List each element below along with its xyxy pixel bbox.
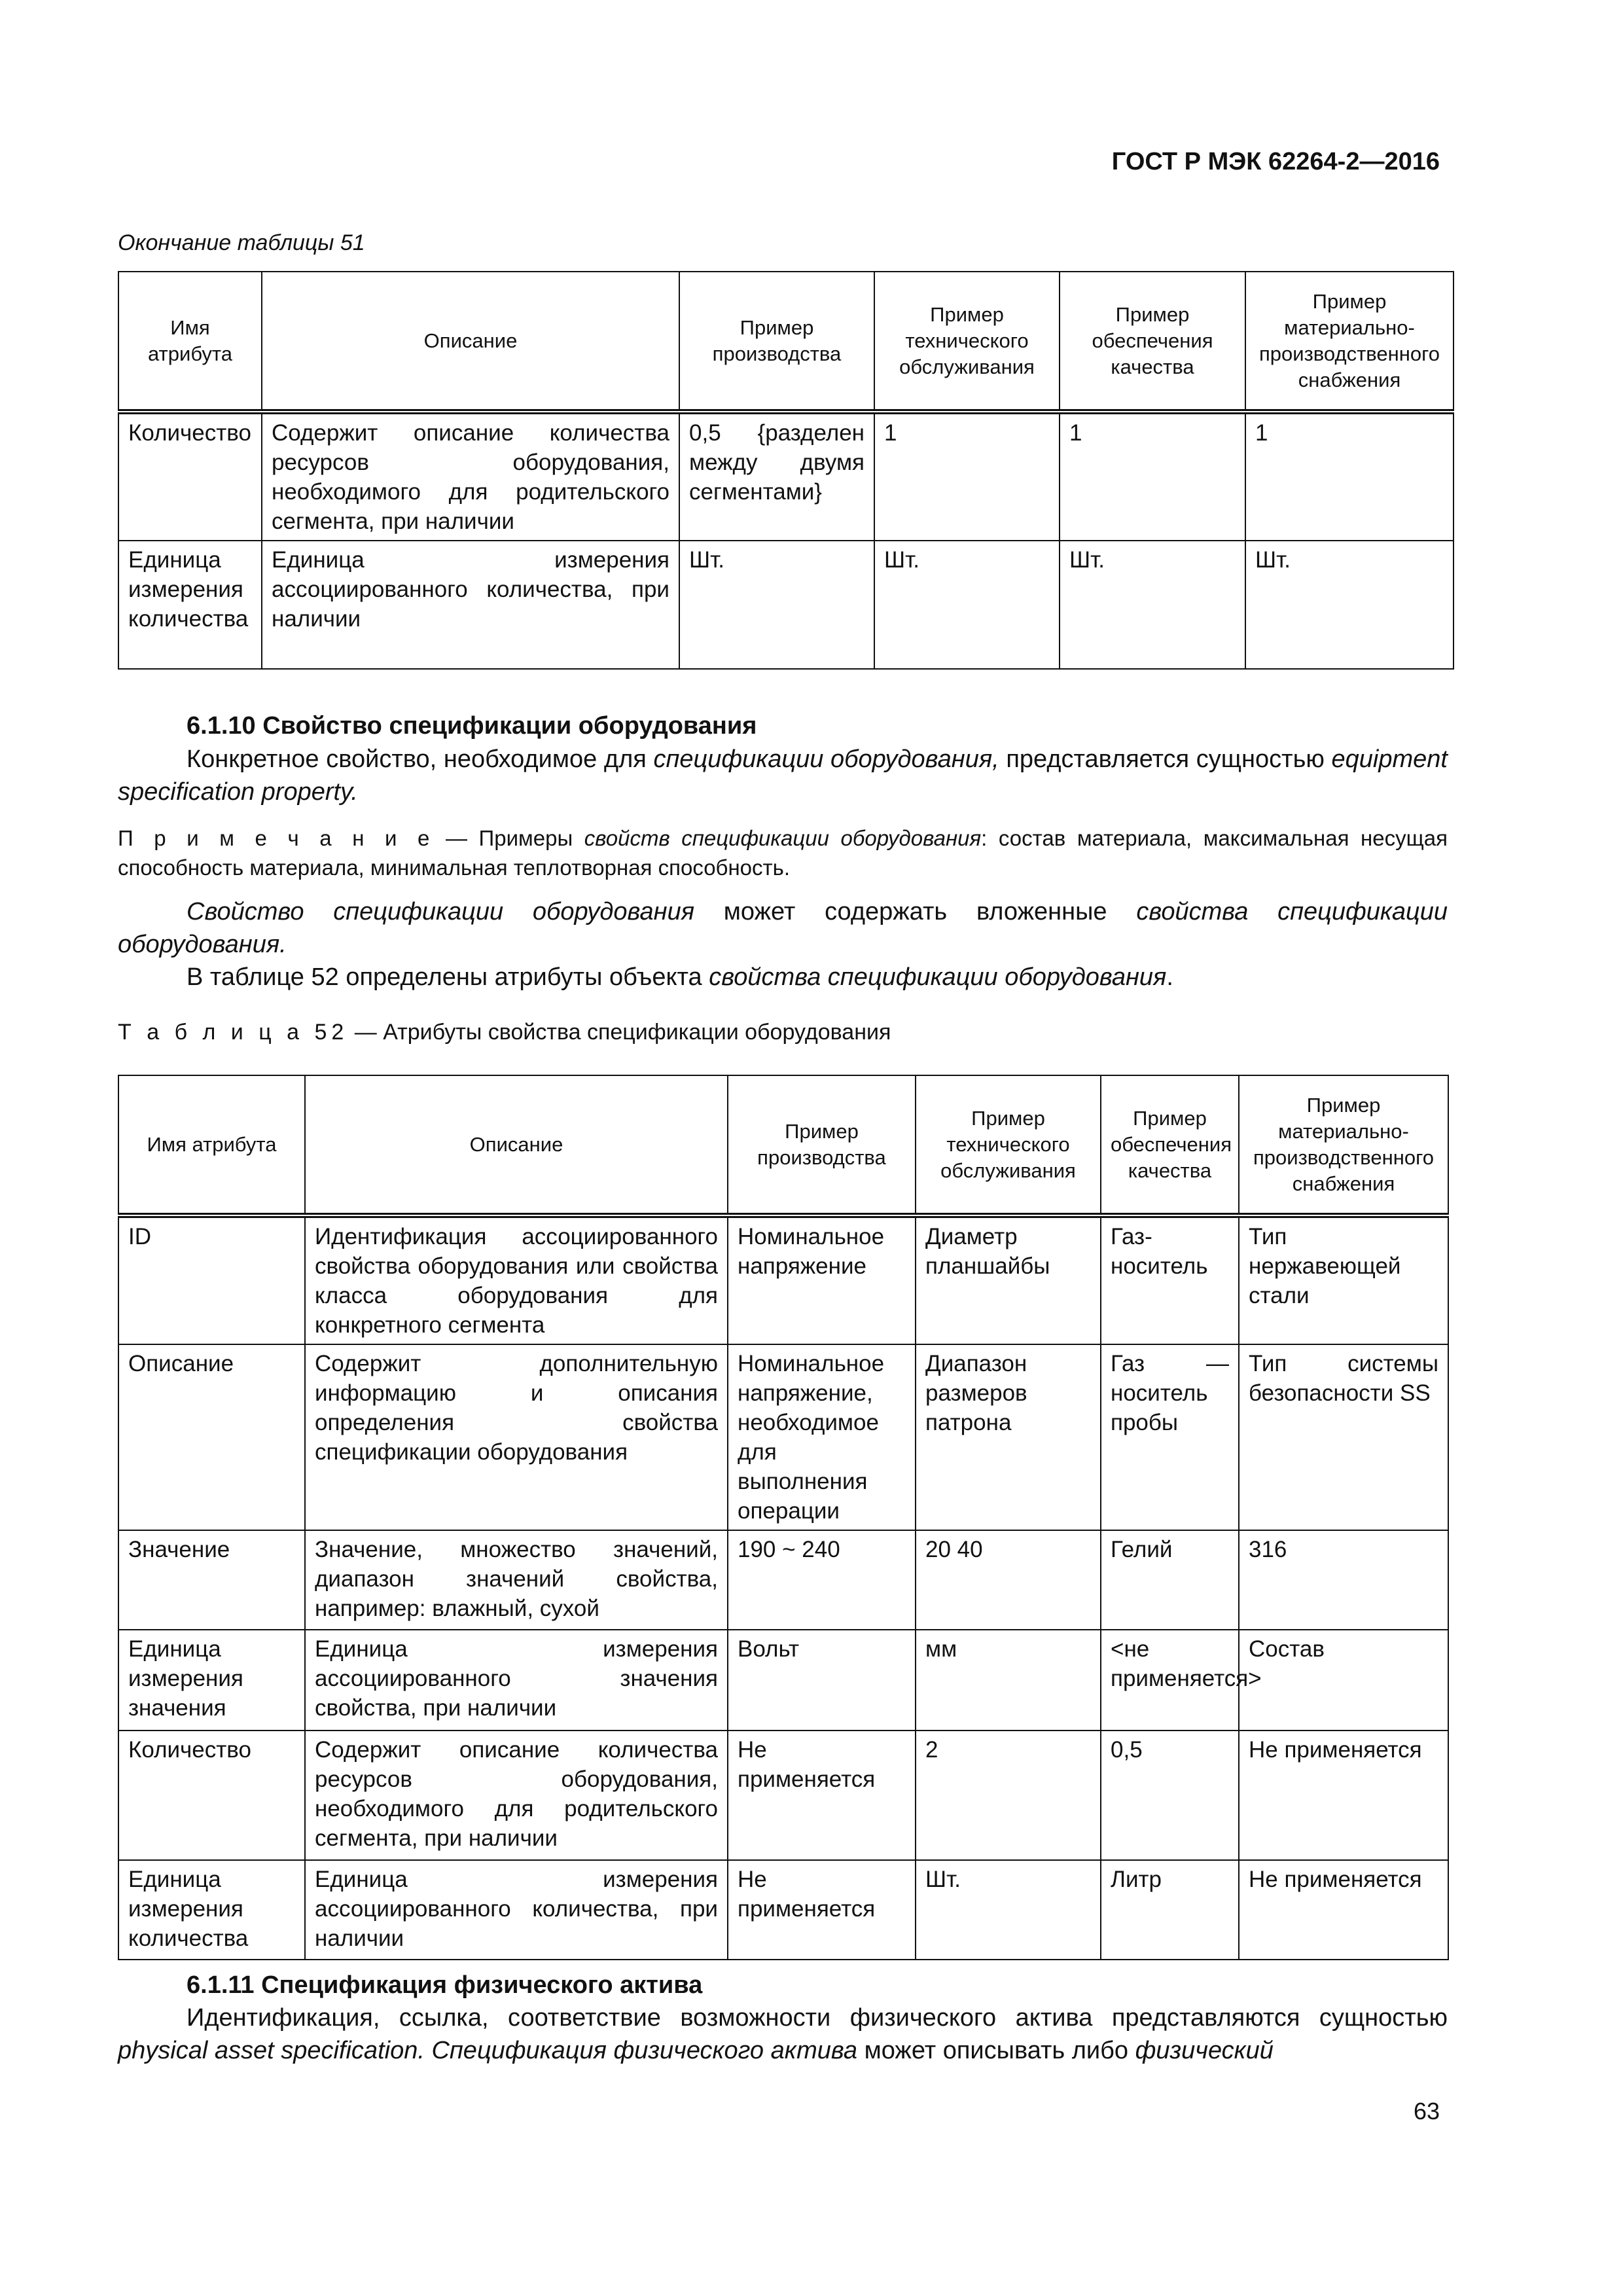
table51-header: Пример производства [679, 272, 874, 412]
table-cell: Единица измерения значения [118, 1630, 305, 1731]
table-cell: Гелий [1101, 1530, 1239, 1630]
text-run: свойства спецификации оборудования [709, 963, 1167, 991]
table-cell: Тип системы безопасности SS [1239, 1344, 1448, 1530]
table-cell: 1 [1245, 412, 1454, 541]
table-cell: Газ — носитель пробы [1101, 1344, 1239, 1530]
table-cell: мм [916, 1630, 1101, 1731]
table-cell: Шт. [1245, 541, 1454, 669]
table51 [118, 271, 1454, 670]
table-cell: 0,5 [1101, 1731, 1239, 1860]
table-cell: Шт. [874, 541, 1060, 669]
text-run: : состав материала, максимальная несущая способность материала, минимальная теплотворная способность. [118, 826, 1448, 880]
text-run: спецификации оборудования, [653, 745, 999, 773]
table52-caption [118, 1020, 891, 1045]
text-run: . [1166, 963, 1173, 991]
table-cell: Шт. [916, 1860, 1101, 1960]
note-label: П р и м е ч а н и е [118, 826, 435, 850]
table51-header: Пример технического обслуживания [874, 272, 1060, 412]
table-cell: Диаметр планшайбы [916, 1215, 1101, 1344]
text-run: может описывать либо [857, 2037, 1135, 2064]
text-run: Идентификация, ссылка, соответствие возможности физического актива представляются сущностью [187, 2004, 1448, 2032]
caption-label: Т а б л и ц а 52 [118, 1020, 349, 1045]
table-cell: Количество [118, 1731, 305, 1860]
table-cell: Номинальное напряжение [728, 1215, 916, 1344]
table51-header: Пример материально-производственного снабжения [1245, 272, 1454, 412]
table-row [118, 1215, 1448, 1344]
table51-header: Описание [262, 272, 679, 412]
table52-header: Пример материально-производственного снабжения [1239, 1075, 1448, 1215]
table52-header: Имя атрибута [118, 1075, 305, 1215]
table51-caption: Окончание таблицы 51 [118, 230, 365, 255]
text-run: свойств спецификации оборудования [584, 826, 982, 850]
table-cell: Не применяется [1239, 1731, 1448, 1860]
table-row [118, 1530, 1448, 1630]
table-cell: 316 [1239, 1530, 1448, 1630]
table-cell: Литр [1101, 1860, 1239, 1960]
table51-header: Пример обеспечения качества [1060, 272, 1245, 412]
table-cell: Единица измерения количества [118, 541, 262, 669]
table-cell: Единица измерения ассоциированного количества, при наличии [262, 541, 679, 669]
table-cell: Тип нержавеющей стали [1239, 1215, 1448, 1344]
table-cell: Содержит дополнительную информацию и описания определения свойства спецификации оборудования [305, 1344, 728, 1530]
table-cell: Значение [118, 1530, 305, 1630]
table-cell: Количество [118, 412, 262, 541]
text-run: В таблице 52 определены атрибуты объекта [187, 963, 709, 991]
table-cell: Содержит описание количества ресурсов оборудования, необходимого для родительского сегмента, при наличии [305, 1731, 728, 1860]
table-cell: Газ-носитель [1101, 1215, 1239, 1344]
text-run: equipment specification property. [118, 745, 1448, 806]
table-cell: 190 ~ 240 [728, 1530, 916, 1630]
caption-text: — Атрибуты свойства спецификации оборудования [348, 1020, 891, 1045]
table52-header: Пример производства [728, 1075, 916, 1215]
table-row [118, 1630, 1448, 1731]
table-cell: Вольт [728, 1630, 916, 1731]
table-cell: Не применяется [728, 1860, 916, 1960]
table-row [118, 1344, 1448, 1530]
table-cell: Описание [118, 1344, 305, 1530]
table51-header: Имя атрибута [118, 272, 262, 412]
section-heading: 6.1.11 Спецификация физического актива [187, 1971, 703, 1999]
table-cell: Значение, множество значений, диапазон значений свойства, например: влажный, сухой [305, 1530, 728, 1630]
table-cell: ID [118, 1215, 305, 1344]
text-run: может содержать вложенные [694, 898, 1137, 925]
text-run: Конкретное свойство, необходимое для [187, 745, 654, 773]
table52-header: Пример обеспечения качества [1101, 1075, 1239, 1215]
text-run: physical asset specification. Спецификация физического актива [118, 2037, 858, 2064]
paragraph [118, 743, 1448, 808]
table-cell: Идентификация ассоциированного свойства оборудования или свойства класса оборудования для конкретного сегмента [305, 1215, 728, 1344]
table-cell: Не применяется [728, 1731, 916, 1860]
table-cell: Шт. [1060, 541, 1245, 669]
table-row [118, 541, 1454, 669]
table52 [118, 1075, 1449, 1960]
paragraph [118, 2001, 1448, 2067]
document-code: ГОСТ Р МЭК 62264-2—2016 [1111, 148, 1440, 175]
text-run: — Примеры [434, 826, 584, 850]
page-number: 63 [1413, 2098, 1440, 2125]
table-cell: 1 [874, 412, 1060, 541]
table-cell: Содержит описание количества ресурсов оборудования, необходимого для родительского сегмента, при наличии [262, 412, 679, 541]
table-row [118, 412, 1454, 541]
section-heading: 6.1.10 Свойство спецификации оборудования [187, 712, 757, 740]
table-cell: Состав [1239, 1630, 1448, 1731]
text-run: свойства спецификации оборудования. [118, 898, 1448, 958]
table-cell: Номинальное напряжение, необходимое для выполнения операции [728, 1344, 916, 1530]
table-cell: Шт. [679, 541, 874, 669]
table-cell: Единица измерения ассоциированного количества, при наличии [305, 1860, 728, 1960]
table-cell: 0,5 {разделен между двумя сегментами} [679, 412, 874, 541]
table52-header: Описание [305, 1075, 728, 1215]
table-cell: Единица измерения ассоциированного значения свойства, при наличии [305, 1630, 728, 1731]
text-run: Свойство спецификации оборудования [187, 898, 695, 925]
table-cell: <не применяется> [1101, 1630, 1239, 1731]
table-cell: Не применяется [1239, 1860, 1448, 1960]
table-cell: Единица измерения количества [118, 1860, 305, 1960]
note [118, 823, 1448, 882]
table-cell: 2 [916, 1731, 1101, 1860]
table-cell: Диапазон размеров патрона [916, 1344, 1101, 1530]
table-cell: 1 [1060, 412, 1245, 541]
table-row [118, 1860, 1448, 1960]
paragraph [118, 895, 1448, 961]
table-row [118, 1731, 1448, 1860]
text-run: представляется сущностью [999, 745, 1332, 773]
table-cell: 20 40 [916, 1530, 1101, 1630]
paragraph [118, 961, 1448, 994]
table52-header: Пример технического обслуживания [916, 1075, 1101, 1215]
text-run: физический [1135, 2037, 1274, 2064]
